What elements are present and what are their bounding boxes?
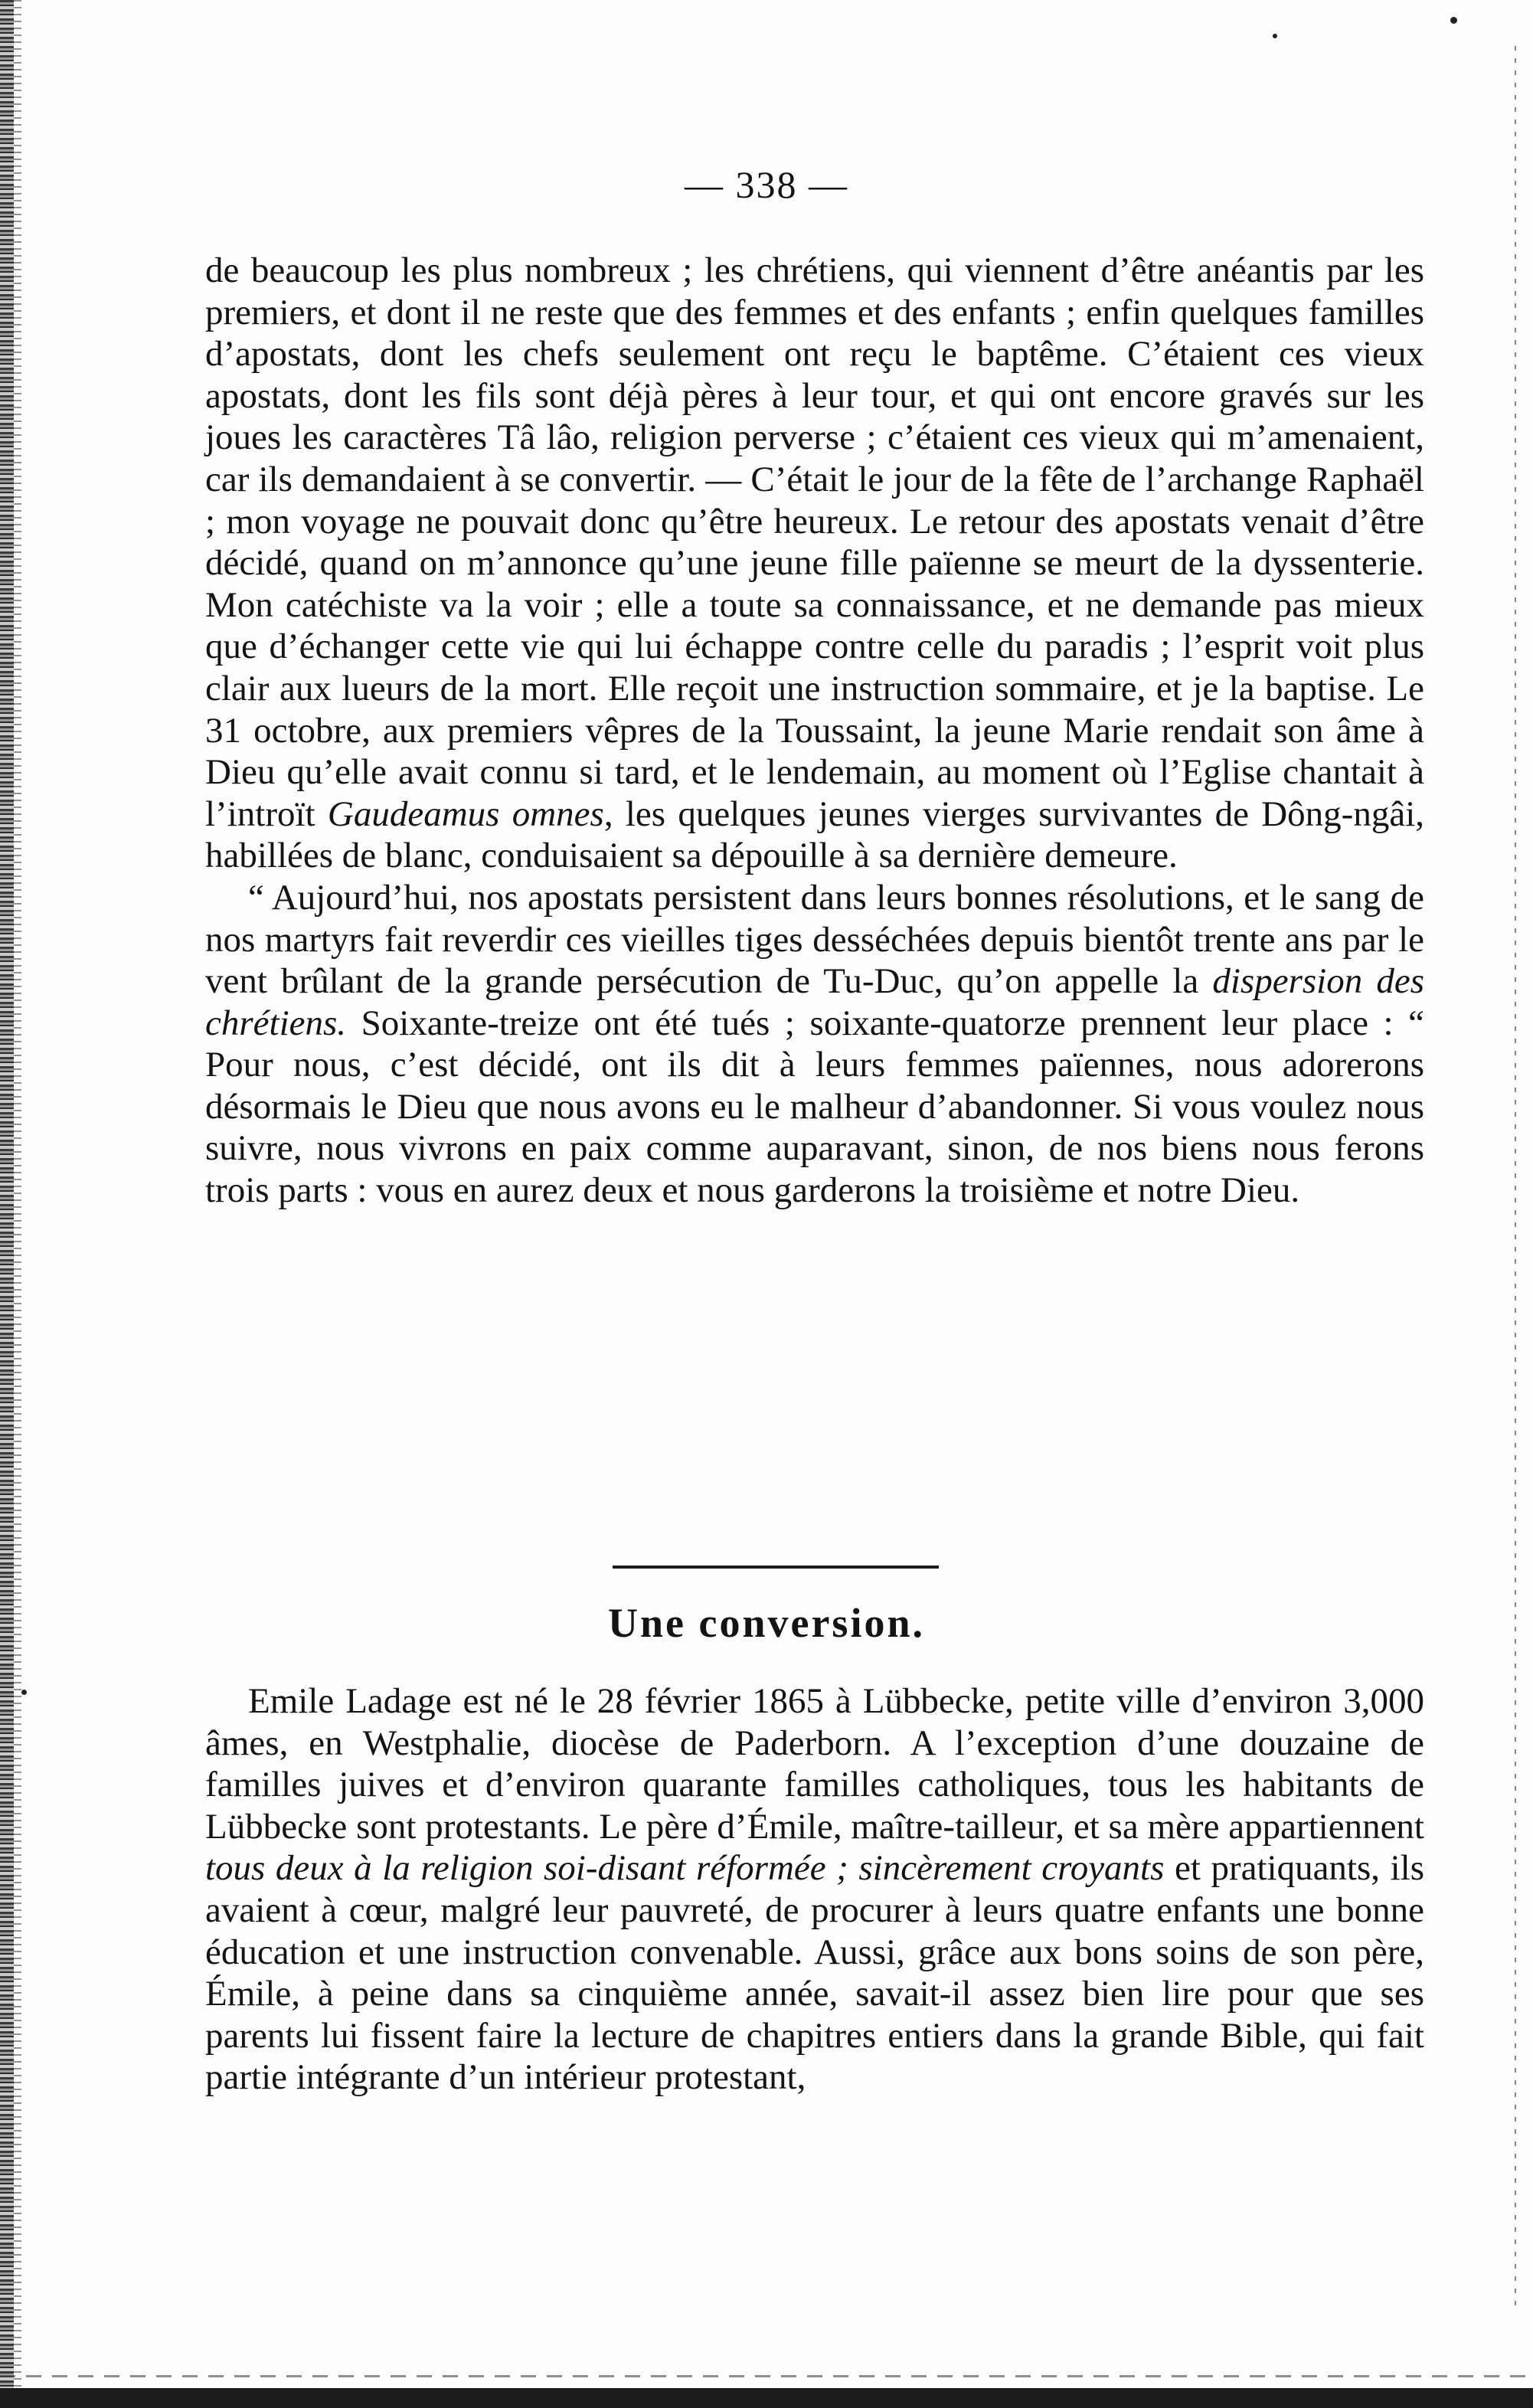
- scan-speck: [21, 1690, 27, 1695]
- section-divider-rule: [613, 1566, 939, 1569]
- italic-run: Gaudeamus omnes: [327, 793, 604, 834]
- text-run: et pratiquants, ils avaient à cœur, malgré leur pauvreté, de procurer à leurs quatre enfants une bonne éducation et une instruction convenable. Aussi, grâce aux bons soins de son père, Émile, à peine dans sa cinquième année, savait-il assez bien lire pour que ses parents lui fissent faire la lecture de chapitres entiers dans la grande Bible, qui fait partie intégrante d’un intérieur protestant,: [205, 1848, 1424, 2098]
- page-edge-bottom: [0, 2388, 1533, 2408]
- binding-edge-left: [0, 0, 14, 2408]
- italic-run: tous deux à la religion soi-disant réformée ; sincèrement croyants: [205, 1848, 1165, 1889]
- paragraph: [205, 250, 1424, 877]
- italic-run: dispersion des chrétiens.: [205, 961, 1424, 1043]
- section-2-text: [205, 1680, 1424, 2099]
- page-edge-bottom-line: [0, 2375, 1533, 2377]
- section-1-text: [205, 250, 1424, 1212]
- scan-speck: [1273, 34, 1277, 38]
- text-run: Soixante-treize ont été tués ; soixante-quatorze prennent leur place : “ Pour nous, c’est décidé, ont ils dit à leurs femmes païennes, nous adorerons désormais le Dieu que nous avons eu le malheur d’abandonner. Si vous voulez nous suivre, nous vivrons en paix comme auparavant, sinon, de nos biens nous ferons trois parts : vous en aurez deux et nous garderons la troisième et notre Dieu.: [205, 1003, 1424, 1211]
- text-run: Emile Ladage est né le 28 février 1865 à Lübbecke, petite ville d’environ 3,000 âmes, en Westphalie, diocèse de Paderborn. A l’exception d’une douzaine de familles juives et d’environ quarante familles catholiques, tous les habitants de Lübbecke sont protestants. Le père d’Émile, maître-tailleur, et sa mère appartiennent: [205, 1681, 1424, 1847]
- page-edge-right: [1515, 46, 1516, 2313]
- text-run: “ Aujourd’hui, nos apostats persistent dans leurs bonnes résolutions, et le sang de nos martyrs fait reverdir ces vieilles tiges desséchées depuis bientôt trente ans par le vent brûlant de la grande persécution de Tu-Duc, qu’on appelle la: [205, 877, 1424, 1002]
- text-run: , les quelques jeunes vierges survivantes de Dông-ngâi, habillées de blanc, conduisaient sa dépouille à sa dernière demeure.: [205, 793, 1424, 876]
- paragraph: [205, 1680, 1424, 2099]
- scan-speck: [1450, 17, 1457, 24]
- text-run: de beaucoup les plus nombreux ; les chrétiens, qui viennent d’être anéantis par les premiers, et dont il ne reste que des femmes et des enfants ; enfin quelques familles d’apostats, dont les chefs seulement ont reçu le baptême. C’étaient ces vieux apostats, dont les fils sont déjà pères à leur tour, et qui ont encore gravés sur les joues les caractères Tâ lâo, religion perverse ; c’étaient ces vieux qui m’amenaient, car ils demandaient à se convertir. — C’était le jour de la fête de l’archange Raphaël ; mon voyage ne pouvait donc qu’être heureux. Le retour des apostats venait d’être décidé, quand on m’annonce qu’une jeune fille païenne se meurt de la dyssenterie. Mon catéchiste va la voir ; elle a toute sa connaissance, et ne demande pas mieux que d’échanger cette vie qui lui échappe contre celle du paradis ; l’esprit voit plus clair aux lueurs de la mort. Elle reçoit une instruction sommaire, et je la baptise. Le 31 octobre, aux premiers vêpres de la Toussaint, la jeune Marie rendait son âme à Dieu qu’elle avait connu si tard, et le lendemain, au moment où l’Eglise chantait à l’introït: [205, 250, 1424, 834]
- page-number: — 338 —: [685, 163, 848, 206]
- section-heading: Une conversion.: [608, 1600, 925, 1646]
- paragraph: [205, 877, 1424, 1212]
- binding-edge-fringe: [14, 0, 21, 2408]
